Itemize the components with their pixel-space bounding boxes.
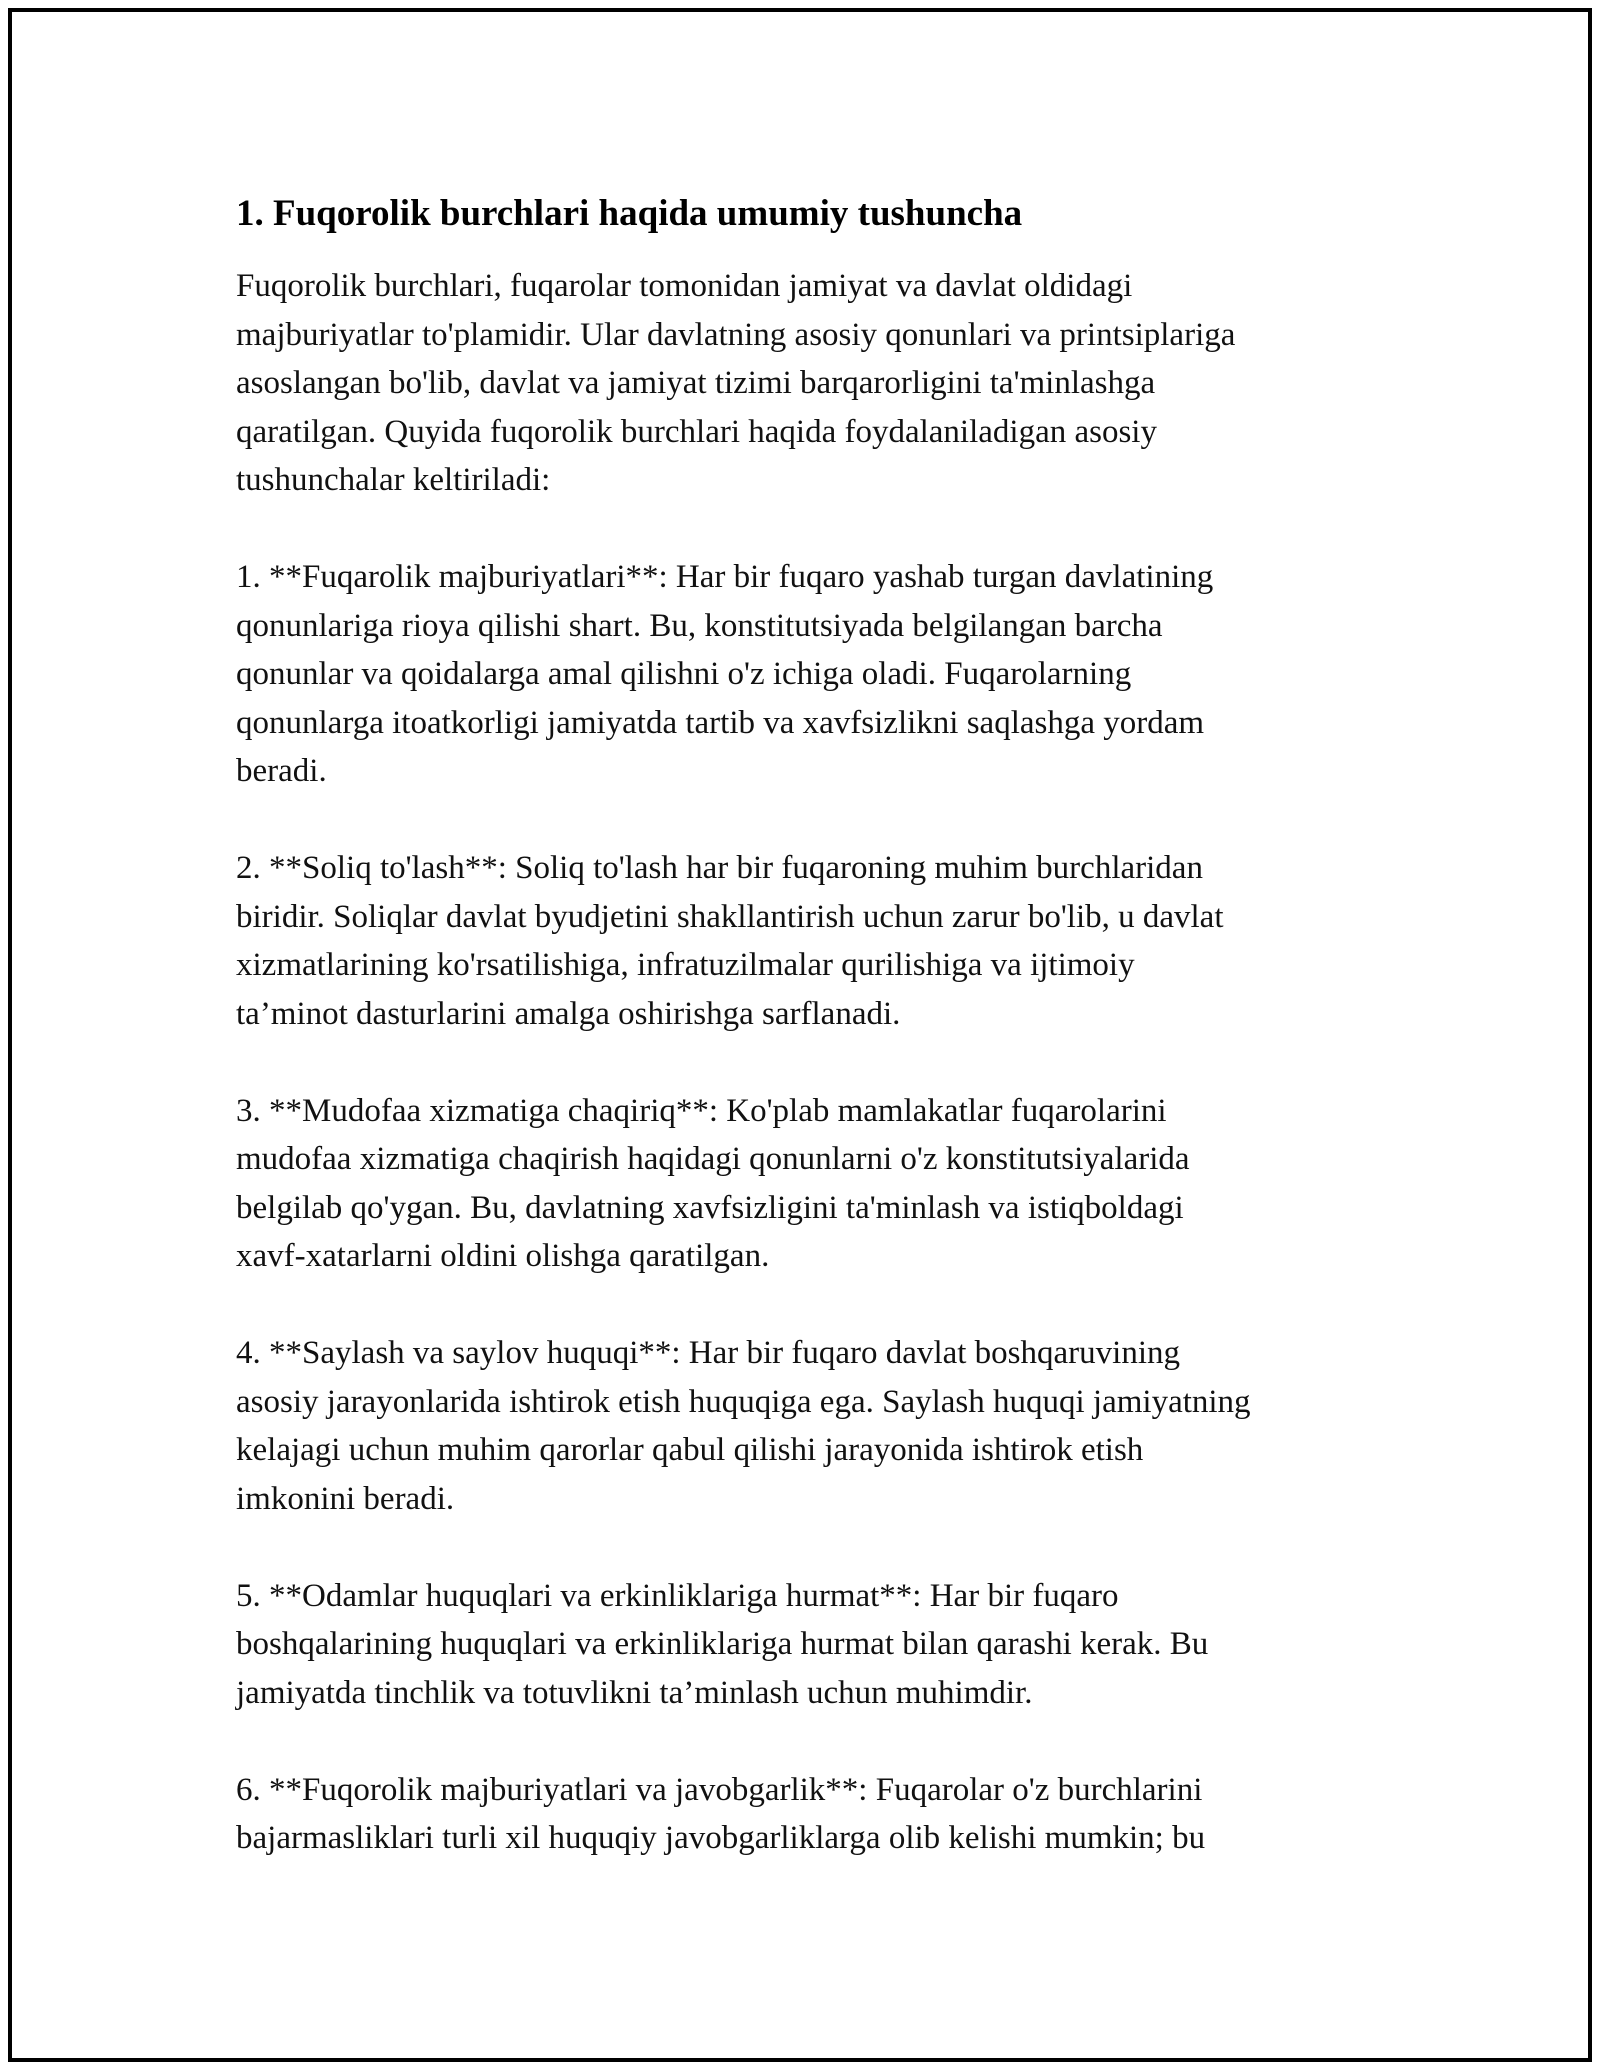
text-line: imkonini beradi. xyxy=(236,1480,455,1517)
list-item-paragraph xyxy=(236,1329,1376,1523)
text-line: boshqalarining huquqlari va erkinliklariga hurmat bilan qarashi kerak. Bu xyxy=(236,1626,1209,1662)
document-body xyxy=(236,188,1376,1911)
list-item-paragraph xyxy=(236,1087,1376,1281)
text-line: tushunchalar keltiriladi: xyxy=(236,462,551,498)
list-item-paragraph xyxy=(236,1766,1376,1863)
text-line: mudofaa xizmatiga chaqirish haqidagi qonunlarni o'z konstitutsiyalarida xyxy=(236,1141,1190,1177)
text-line: asosiy jarayonlarida ishtirok etish huquqiga ega. Saylash huquqi jamiyatning xyxy=(236,1383,1251,1420)
text-line: 3. **Mudofaa xizmatiga chaqiriq**: Ko'plab mamlakatlar fuqarolarini xyxy=(236,1092,1167,1129)
text-line: asoslangan bo'lib, davlat va jamiyat tizimi barqarorligini ta'minlashga xyxy=(236,365,1156,401)
list-item-paragraph xyxy=(236,844,1376,1038)
text-line: jamiyatda tinchlik va totuvlikni ta’minlash uchun muhimdir. xyxy=(236,1674,1033,1711)
text-line: qaratilgan. Quyida fuqorolik burchlari haqida foydalaniladigan asosiy xyxy=(236,413,1157,450)
text-line: 2. **Soliq to'lash**: Soliq to'lash har bir fuqaroning muhim burchlaridan xyxy=(236,850,1203,886)
text-line: xavf-xatarlarni oldini olishga qaratilgan. xyxy=(236,1238,770,1274)
text-line: beradi. xyxy=(236,753,327,789)
text-line: kelajagi uchun muhim qarorlar qabul qilishi jarayonida ishtirok etish xyxy=(236,1432,1144,1468)
text-line: qonunlarga itoatkorligi jamiyatda tartib va xavfsizlikni saqlashga yordam xyxy=(236,704,1205,741)
text-line: ta’minot dasturlarini amalga oshirishga sarflanadi. xyxy=(236,995,901,1032)
text-line: Fuqorolik burchlari, fuqarolar tomonidan jamiyat va davlat oldidagi xyxy=(236,268,1133,304)
text-line: majburiyatlar to'plamidir. Ular davlatning asosiy qonunlari va printsiplariga xyxy=(236,316,1236,353)
list-item-paragraph xyxy=(236,553,1376,796)
list-item-paragraph xyxy=(236,1572,1376,1718)
text-line: 1. **Fuqarolik majburiyatlari**: Har bir fuqaro yashab turgan davlatining xyxy=(236,559,1214,595)
section-heading: 1. Fuqorolik burchlari haqida umumiy tushuncha xyxy=(236,193,1023,234)
text-line: qonunlariga rioya qilishi shart. Bu, konstitutsiyada belgilangan barcha xyxy=(236,607,1163,644)
text-line: 4. **Saylash va saylov huquqi**: Har bir fuqaro davlat boshqaruvining xyxy=(236,1335,1180,1371)
text-line: qonunlar va qoidalarga amal qilishni o'z ichiga oladi. Fuqarolarning xyxy=(236,656,1132,692)
text-line: bajarmasliklari turli xil huquqiy javobgarliklarga olib kelishi mumkin; bu xyxy=(236,1820,1206,1856)
text-line: belgilab qo'ygan. Bu, davlatning xavfsizligini ta'minlash va istiqboldagi xyxy=(236,1189,1184,1226)
text-line: 6. **Fuqorolik majburiyatlari va javobgarlik**: Fuqarolar o'z burchlarini xyxy=(236,1771,1203,1808)
text-line: xizmatlarining ko'rsatilishiga, infratuzilmalar qurilishiga va ijtimoiy xyxy=(236,947,1135,983)
text-line: biridir. Soliqlar davlat byudjetini shakllantirish uchun zarur bo'lib, u davlat xyxy=(236,898,1224,935)
intro-paragraph xyxy=(236,262,1376,505)
text-line: 5. **Odamlar huquqlari va erkinliklariga hurmat**: Har bir fuqaro xyxy=(236,1577,1119,1614)
